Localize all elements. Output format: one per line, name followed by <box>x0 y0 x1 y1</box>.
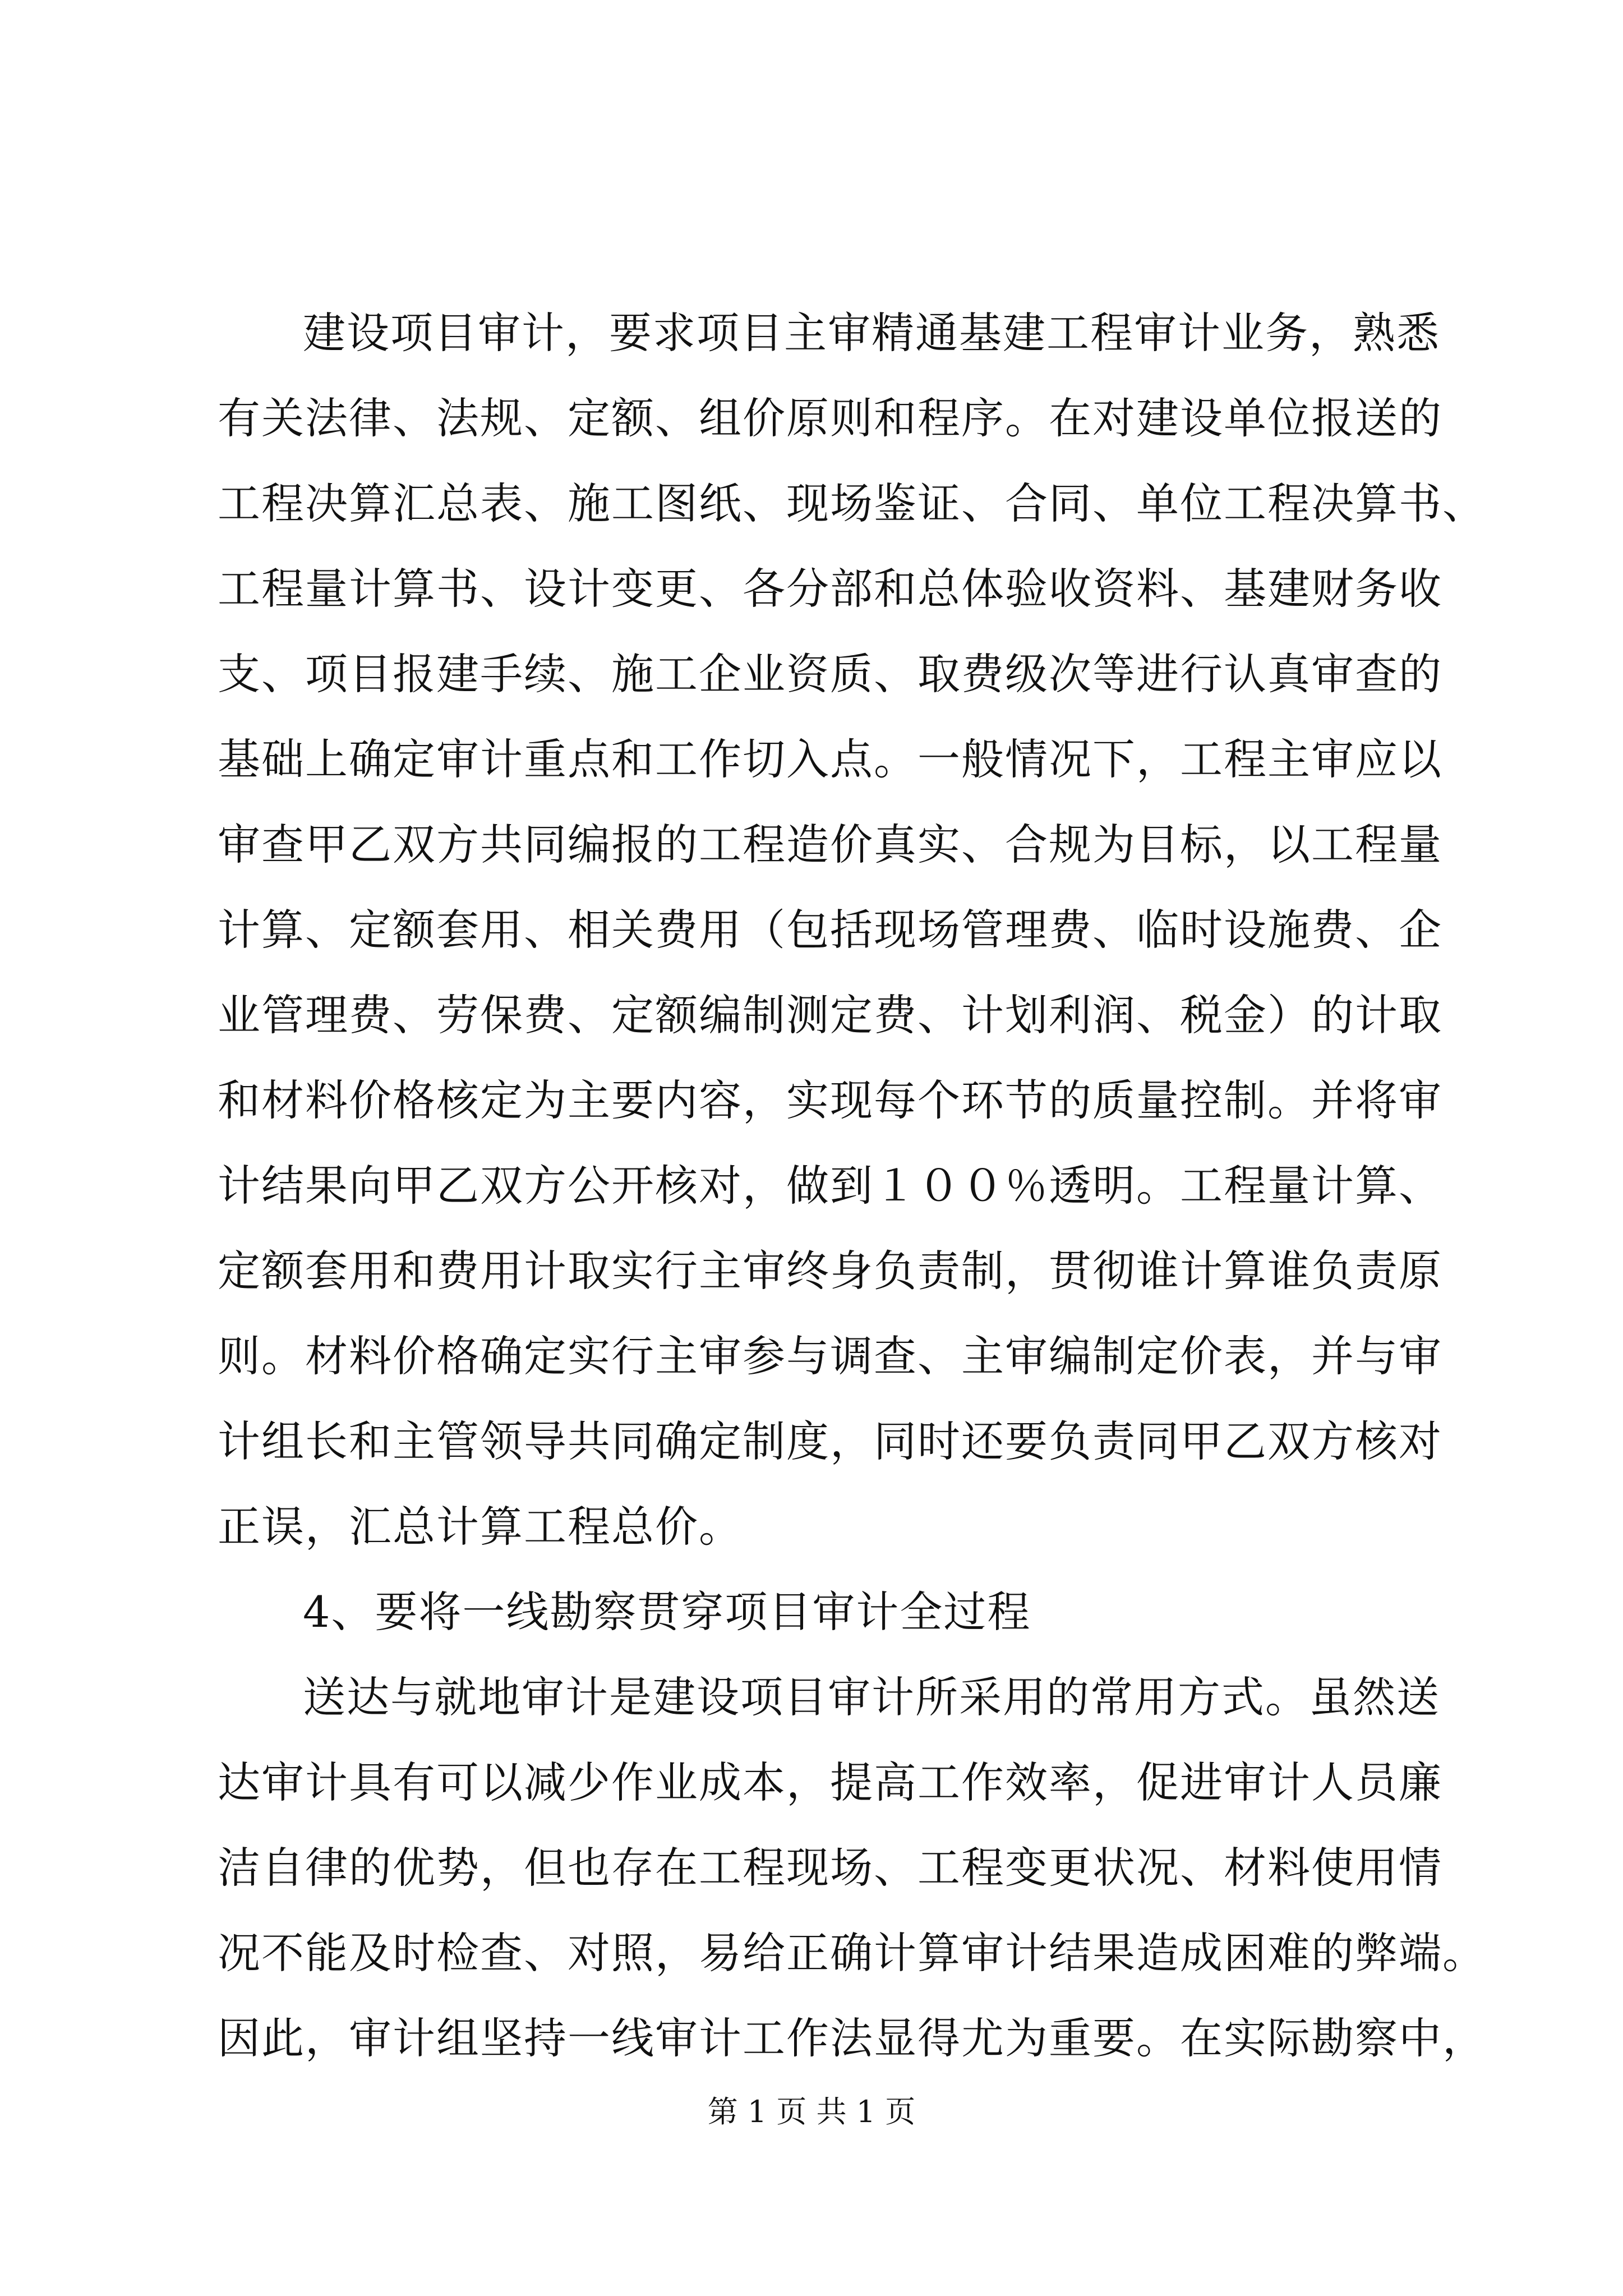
paragraph-1-line-14: 计组长和主管领导共同确定制度，同时还要负责同甲乙双方核对 <box>218 1416 1442 1466</box>
paragraph-1-line-4: 工程量计算书、设计变更、各分部和总体验收资料、基建财务收 <box>218 564 1442 614</box>
paragraph-2-line-5: 因此，审计组坚持一线审计工作法显得尤为重要。在实际勘察中， <box>218 2013 1486 2063</box>
section-heading: 4、要将一线勘察贯穿项目审计全过程 <box>303 1587 1031 1637</box>
paragraph-1-line-9: 业管理费、劳保费、定额编制测定费、计划利润、税金）的计取 <box>218 990 1442 1040</box>
paragraph-2-line-1: 送达与就地审计是建设项目审计所采用的常用方式。虽然送 <box>303 1672 1440 1722</box>
paragraph-1-line-10: 和材料价格核定为主要内容，实现每个环节的质量控制。并将审 <box>218 1075 1442 1125</box>
paragraph-1-line-6: 基础上确定审计重点和工作切入点。一般情况下，工程主审应以 <box>218 734 1442 784</box>
paragraph-1-line-3: 工程决算汇总表、施工图纸、现场鉴证、合同、单位工程决算书、 <box>218 478 1486 528</box>
paragraph-1-line-12: 定额套用和费用计取实行主审终身负责制，贯彻谁计算谁负责原 <box>218 1246 1442 1296</box>
paragraph-1-line-7: 审查甲乙双方共同编报的工程造价真实、合规为目标，以工程量 <box>218 820 1442 869</box>
page-footer: 第 1 页 共 1 页 <box>707 2094 916 2129</box>
paragraph-2-line-2: 达审计具有可以减少作业成本，提高工作效率，促进审计人员廉 <box>218 1757 1442 1807</box>
paragraph-1-line-11: 计结果向甲乙双方公开核对，做到１００％透明。工程量计算、 <box>218 1161 1442 1211</box>
paragraph-1-line-8: 计算、定额套用、相关费用（包括现场管理费、临时设施费、企 <box>218 905 1442 955</box>
paragraph-1-line-2: 有关法律、法规、定额、组价原则和程序。在对建设单位报送的 <box>218 393 1442 443</box>
paragraph-1-line-1: 建设项目审计，要求项目主审精通基建工程审计业务，熟悉 <box>303 308 1440 358</box>
paragraph-1-line-15: 正误，汇总计算工程总价。 <box>218 1502 743 1552</box>
paragraph-2-line-3: 洁自律的优势，但也存在工程现场、工程变更状况、材料使用情 <box>218 1843 1442 1893</box>
paragraph-1-line-13: 则。材料价格确定实行主审参与调查、主审编制定价表，并与审 <box>218 1331 1442 1381</box>
paragraph-2-line-4: 况不能及时检查、对照，易给正确计算审计结果造成困难的弊端。 <box>218 1928 1486 1978</box>
paragraph-1-line-5: 支、项目报建手续、施工企业资质、取费级次等进行认真审查的 <box>218 649 1442 699</box>
